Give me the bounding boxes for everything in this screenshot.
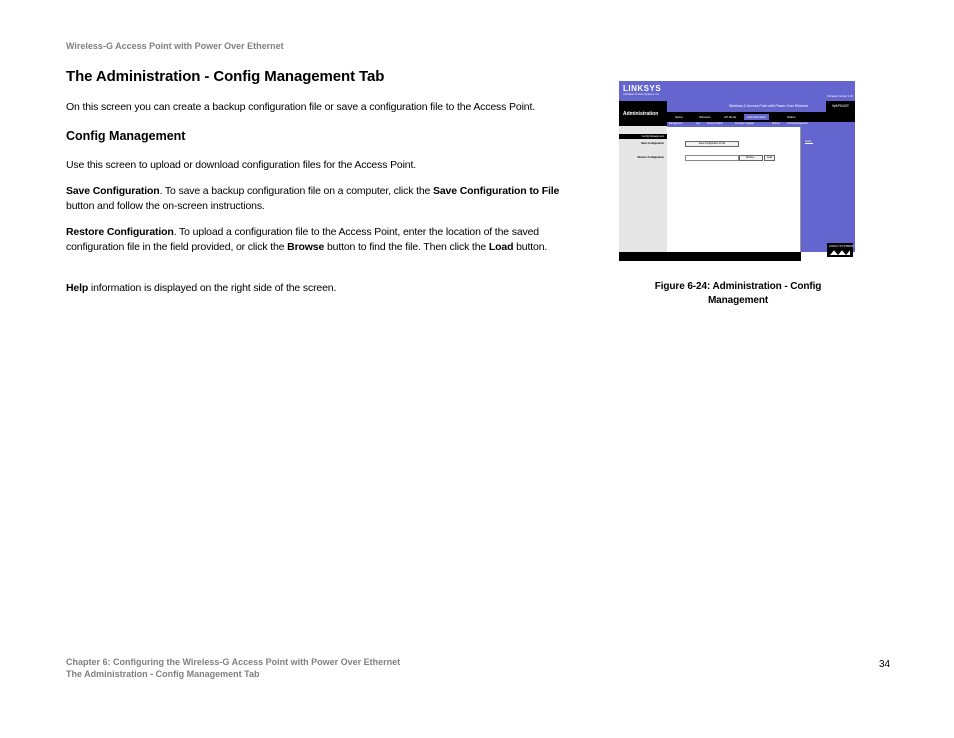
help-link[interactable]: Help...	[805, 139, 814, 143]
running-header: Wireless-G Access Point with Power Over Ethernet	[66, 41, 284, 51]
subtab-management[interactable]: Management	[669, 123, 683, 125]
save-config-paragraph: Save Configuration. To save a backup configuration file on a computer, click the Save Configuration to File button and follow the on-screen instructions.	[66, 185, 560, 212]
tab-setup[interactable]: Setup	[675, 115, 683, 119]
linksys-logo: LINKSYS	[623, 84, 662, 93]
help-paragraph: Help information is displayed on the right side of the screen.	[66, 282, 337, 294]
content-bottom-bar	[667, 252, 801, 261]
tab-administration[interactable]: Administration	[744, 114, 769, 120]
product-name: Wireless-G Access Point with Power Over Ethernet	[729, 104, 809, 108]
subheading: Config Management	[66, 129, 186, 143]
save-config-label: Save Configuration	[641, 142, 664, 145]
config-paragraph: Use this screen to upload or download configuration files for the Access Point.	[66, 159, 417, 171]
model-number: WAP54GP	[826, 101, 855, 112]
save-to-file-button[interactable]: Save Configuration to File	[685, 141, 739, 147]
restore-file-input[interactable]	[685, 155, 739, 161]
section-label: Administration	[623, 111, 659, 117]
tab-ap-mode[interactable]: AP Mode	[724, 115, 737, 119]
tab-wireless[interactable]: Wireless	[699, 115, 711, 119]
section-title: The Administration - Config Management Tab	[66, 68, 385, 85]
figure-caption: Figure 6-24: Administration - Config Management	[654, 281, 822, 306]
left-bottom-bar	[619, 252, 667, 261]
subtab-factory-default[interactable]: Factory Default	[707, 123, 723, 125]
restore-config-paragraph: Restore Configuration. To upload a configuration file to the Access Point, enter the location of the saved configuration file in the field provided, or click the Browse button to find the file. Then click the Load button.	[66, 226, 548, 253]
intro-paragraph: On this screen you can create a backup configuration file or save a configuration file to the Access Point.	[66, 101, 535, 113]
subtab-reboot[interactable]: Reboot	[772, 123, 780, 125]
help-panel	[801, 127, 855, 252]
subtab-config-management[interactable]: Config Management	[787, 123, 808, 125]
browse-button[interactable]: Browse...	[739, 155, 763, 161]
subtab-firmware-upgrade[interactable]: Firmware Upgrade	[735, 123, 755, 125]
tab-status[interactable]: Status	[787, 115, 796, 119]
help-term: Help	[66, 282, 89, 294]
footer-chapter: Chapter 6: Configuring the Wireless-G Access Point with Power Over Ethernet	[66, 657, 401, 667]
cisco-logo-text: CISCO SYSTEMS	[829, 244, 854, 248]
load-term: Load	[488, 241, 514, 253]
subtab-log[interactable]: Log	[696, 123, 700, 125]
restore-config-label: Restore Configuration	[637, 156, 664, 159]
restore-config-term: Restore Configuration	[66, 226, 174, 238]
footer-section: The Administration - Config Management Tab	[66, 669, 260, 679]
figure-screenshot	[619, 81, 855, 261]
firmware-version: Firmware Version: 1.00	[827, 95, 853, 98]
save-config-term: Save Configuration	[66, 185, 160, 197]
page-number: 34	[879, 659, 891, 670]
load-button[interactable]: Load	[764, 155, 775, 161]
browse-term: Browse	[287, 241, 325, 253]
logo-subtitle: A Division of Cisco Systems, Inc.	[623, 93, 660, 96]
save-to-file-term: Save Configuration to File	[433, 185, 560, 197]
menu-active-item[interactable]: Config Management	[619, 134, 667, 139]
